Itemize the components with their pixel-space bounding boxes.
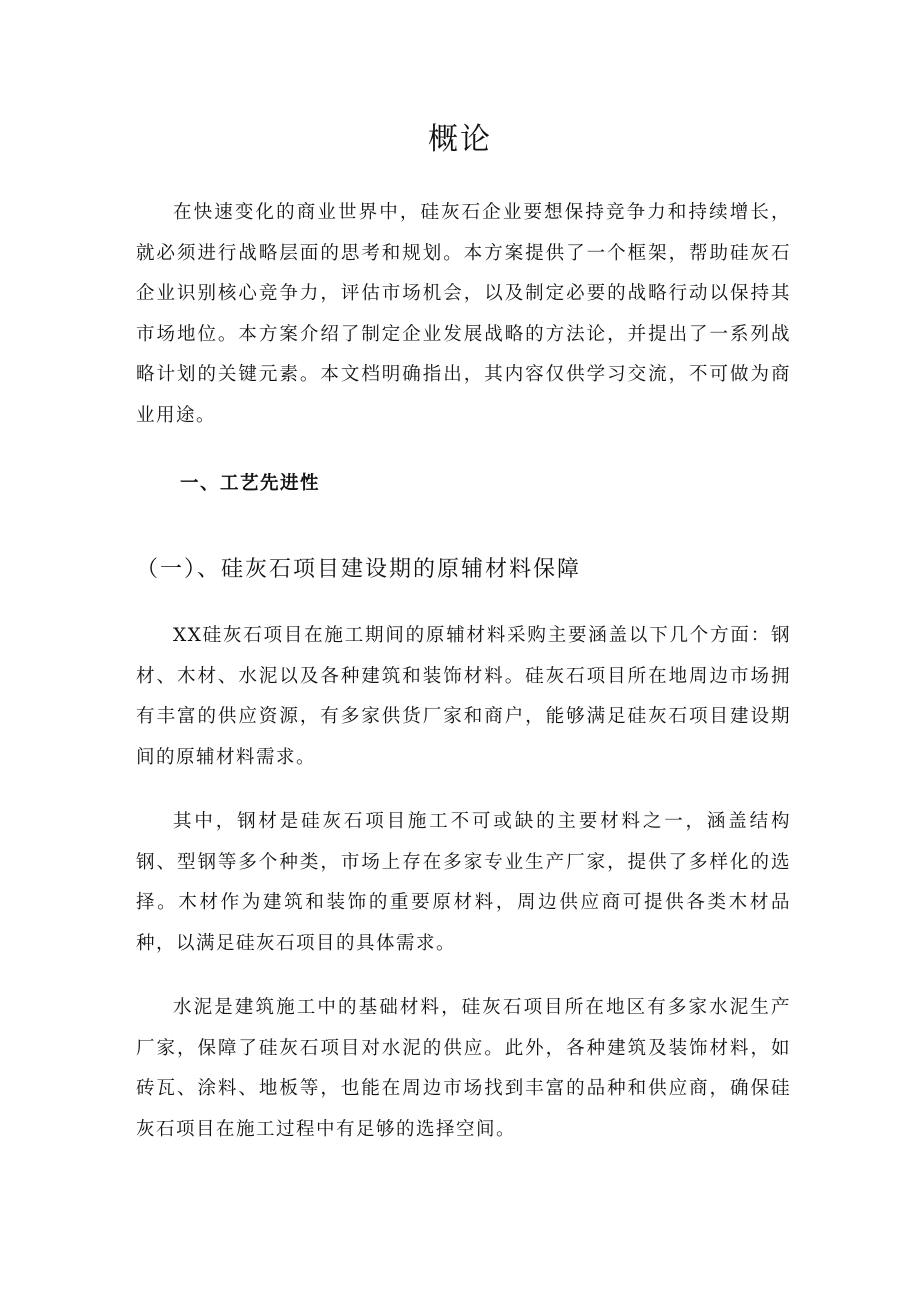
body-paragraph: XX硅灰石项目在施工期间的原辅材料采购主要涵盖以下几个方面：钢材、木材、水泥以及各种建筑和装饰材料。硅灰石项目所在地周边市场拥有丰富的供应资源，有多家供货厂家和商户，能够满足硅灰石项目建设期间的原辅材料需求。 bbox=[136, 625, 791, 768]
section-heading: 一、工艺先进性 bbox=[180, 473, 321, 494]
subsection-heading: （一）、硅灰石项目建设期的原辅材料保障 bbox=[136, 557, 582, 582]
body-paragraph: 水泥是建筑施工中的基础材料，硅灰石项目所在地区有多家水泥生产厂家，保障了硅灰石项目对水泥的供应。此外，各种建筑及装饰材料，如砖瓦、涂料、地板等，也能在周边市场找到丰富的品种和供应商，确保硅灰石项目在施工过程中有足够的选择空间。 bbox=[136, 997, 791, 1140]
document-title: 概论 bbox=[428, 122, 492, 157]
body-paragraph: 其中，钢材是硅灰石项目施工不可或缺的主要材料之一，涵盖结构钢、型钢等多个种类，市场上存在多家专业生产厂家，提供了多样化的选择。木材作为建筑和装饰的重要原材料，周边供应商可提供各类木材品种，以满足硅灰石项目的具体需求。 bbox=[136, 811, 791, 954]
intro-paragraph: 在快速变化的商业世界中，硅灰石企业要想保持竞争力和持续增长，就必须进行战略层面的思考和规划。本方案提供了一个框架，帮助硅灰石企业识别核心竞争力，评估市场机会，以及制定必要的战略行动以保持其市场地位。本方案介绍了制定企业发展战略的方法论，并提出了一系列战略计划的关键元素。本文档明确指出，其内容仅供学习交流，不可做为商业用途。 bbox=[136, 202, 791, 426]
